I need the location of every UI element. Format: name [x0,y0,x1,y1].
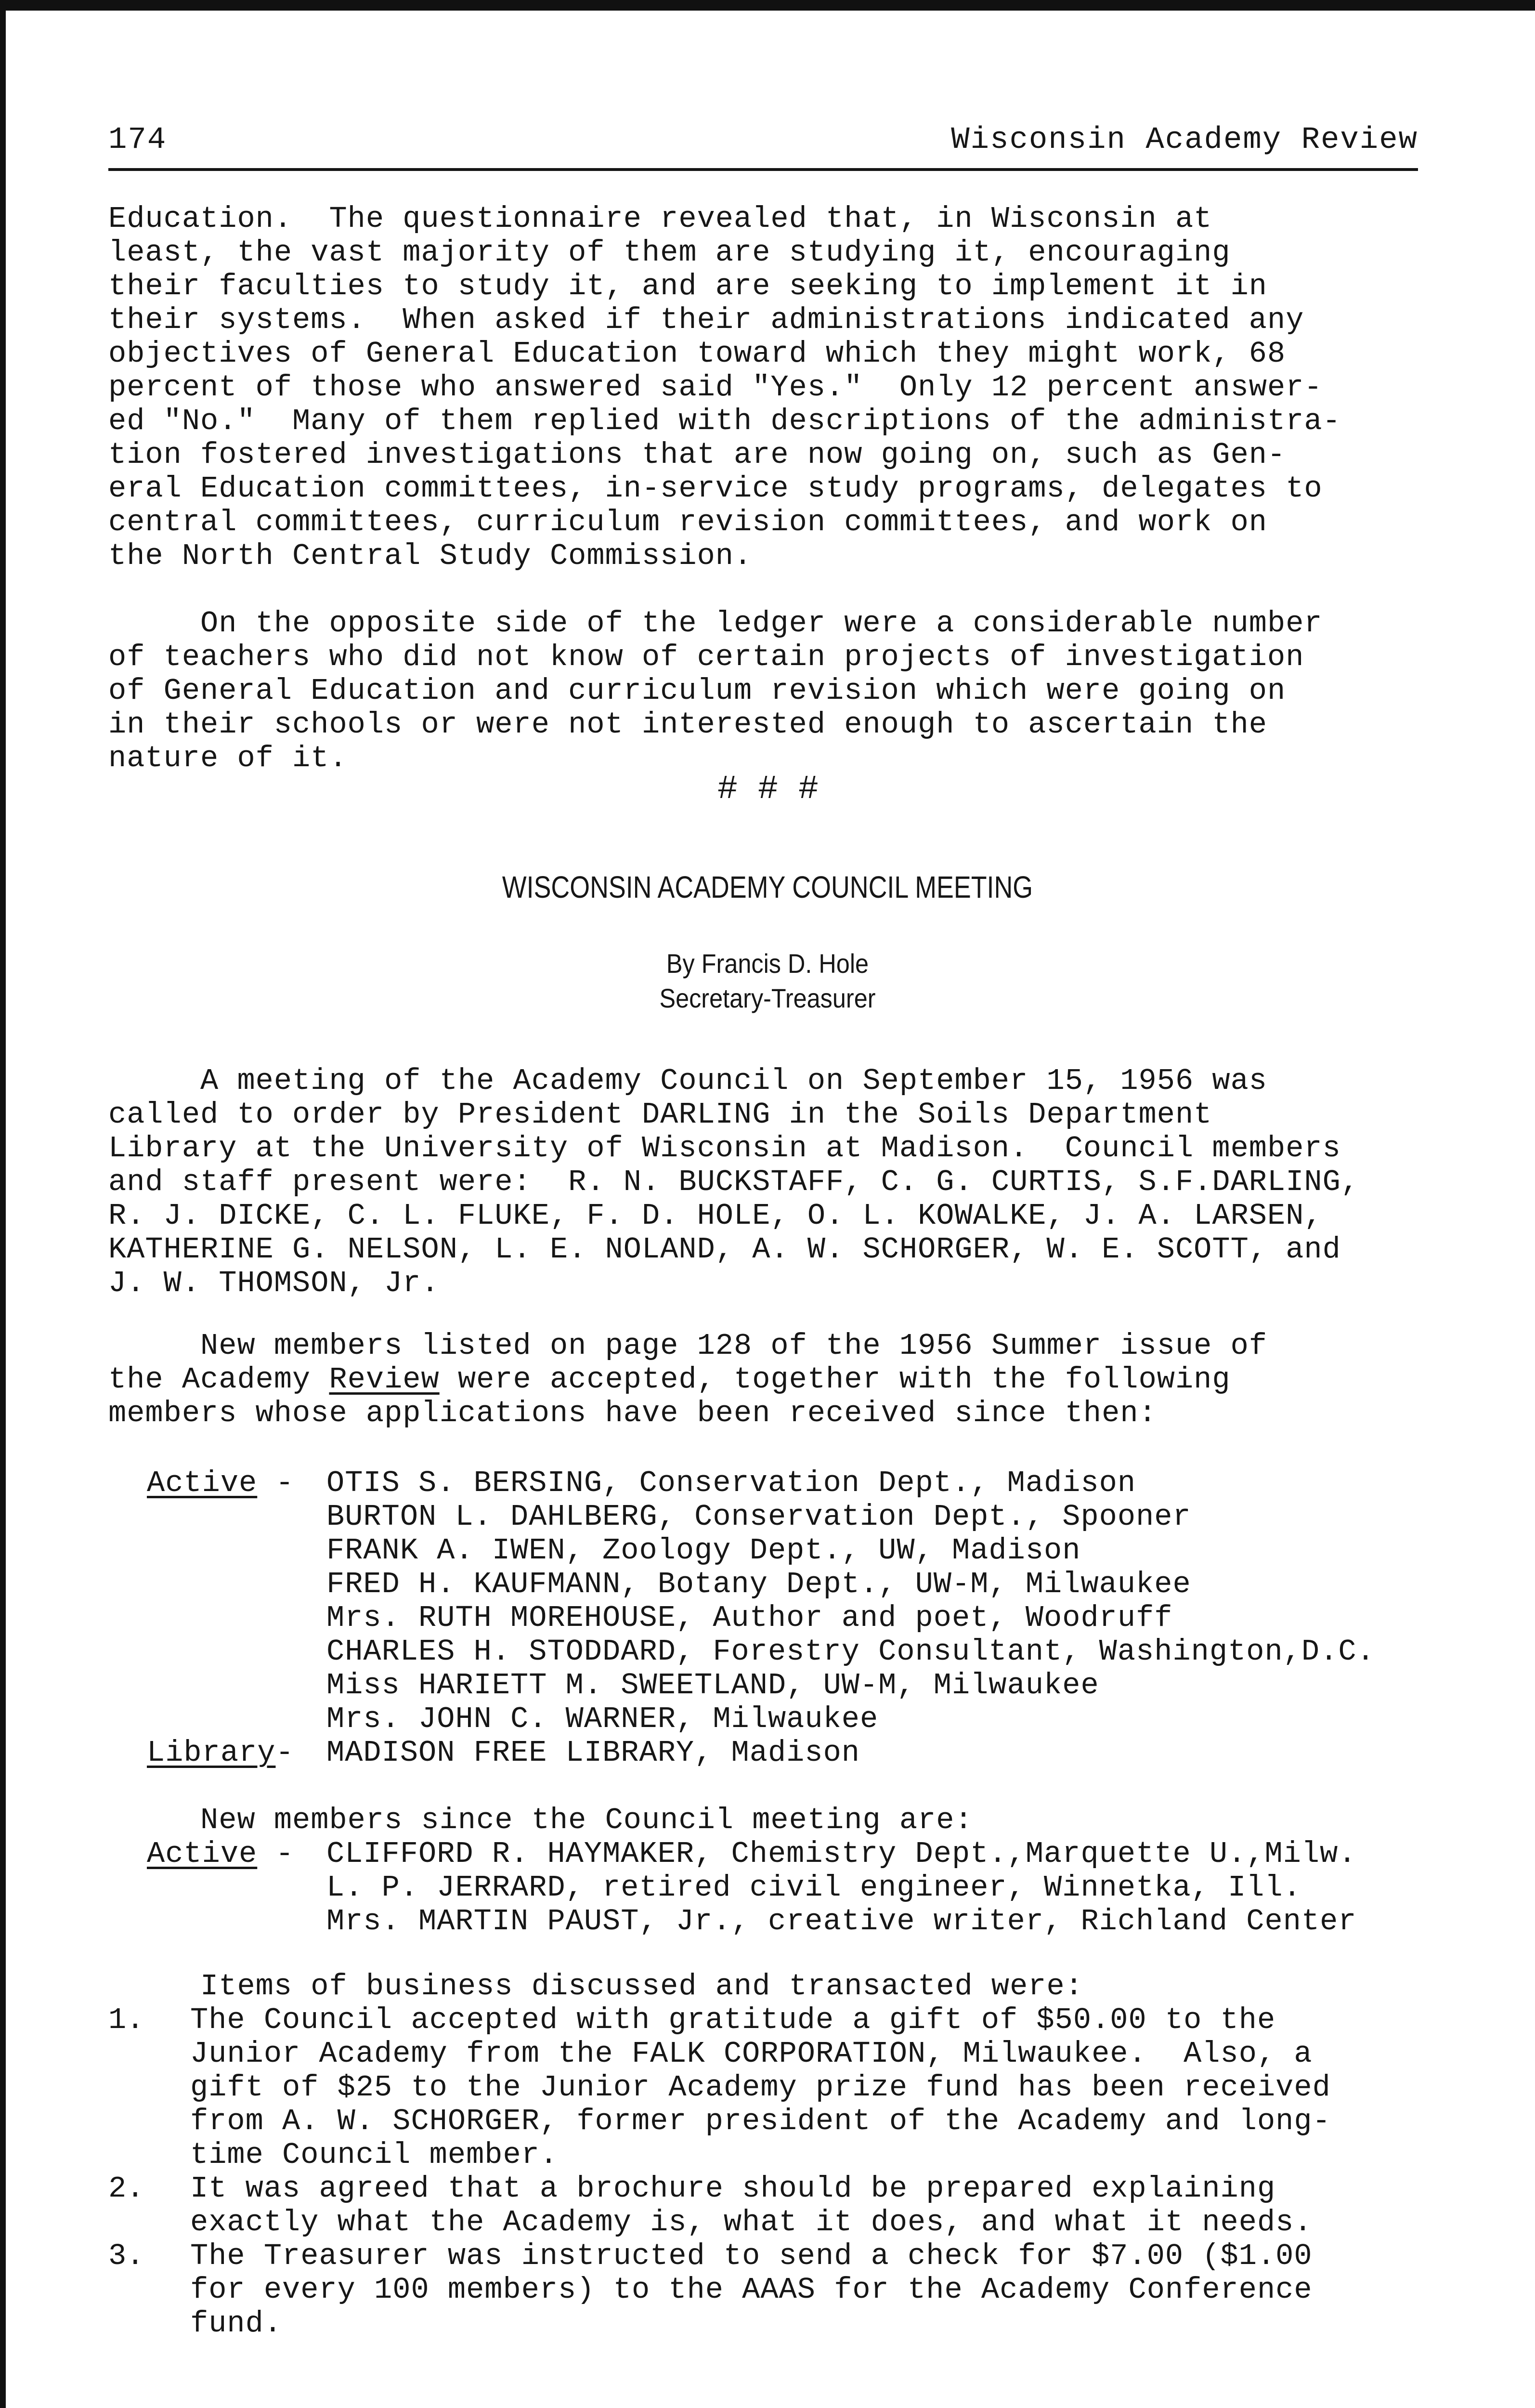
active-dash: - [257,1466,312,1500]
page-header [108,123,1418,166]
library-dash: - [275,1736,312,1770]
new-members-line-3: members whose applications have been received since then: [108,1396,1157,1430]
second-paragraph: On the opposite side of the ledger were a considerable number of teachers who did not know of certain projects of investigation of General Education and curriculum revision which were going on in their schools or were not interested enough to ascertain the nature of it. [108,606,1323,775]
article-title: WISCONSIN ACADEMY COUNCIL MEETING [502,870,1033,904]
item-number: 1. [108,2003,144,2037]
active-members-label-2 [147,1837,312,1871]
items-intro: Items of business discussed and transacted were: [108,1969,1083,2003]
header-rule [108,168,1418,171]
library-member-label [147,1736,312,1770]
meeting-paragraph: A meeting of the Academy Council on September 15, 1956 was called to order by President DARLING in the Soils Department Library at the University of Wisconsin at Madison. Council members and staff present were: R. N. BUCKSTAFF, C. G. CURTIS, S.F.DARLING, R. J. DICKE, C. L. FLUKE, F. D. HOLE, O. L. KOWALKE, J. A. LARSEN, KATHERINE G. NELSON, L. E. NOLAND, A. W. SCHORGER, W. E. SCOTT, and J. W. THOMSON, Jr. [108,1064,1360,1300]
item-number: 3. [108,2239,144,2273]
library-member: MADISON FREE LIBRARY, Madison [326,1736,860,1770]
business-item: It was agreed that a brochure should be prepared explaining exactly what the Academy is, what it does, and what it needs. [190,2172,1313,2239]
article-byline [77,946,1458,1016]
business-item: The Council accepted with gratitude a gift of $50.00 to the Junior Academy from the FALK CORPORATION, Milwaukee. Also, a gift of $25 to the Junior Academy prize fund has been received from A. W. SCHORGER, former president of the Academy and long- time Council member. [190,2003,1331,2172]
author-name: By Francis D. Hole [666,948,869,979]
page-number: 174 [108,123,167,157]
journal-title: Wisconsin Academy Review [951,123,1418,157]
new-members-line-1: New members listed on page 128 of the 1956 Summer issue of [108,1329,1267,1363]
library-label: Library [147,1736,276,1770]
active-dash-2: - [257,1837,312,1871]
since-council-line: New members since the Council meeting are: [108,1803,973,1837]
business-item: The Treasurer was instructed to send a check for $7.00 ($1.00 for every 100 members) to the AAAS for the Academy Conference fund. [190,2239,1313,2341]
new-members-line-2a: the Academy [108,1362,329,1397]
active-label-2: Active [147,1837,258,1871]
active-members-list: OTIS S. BERSING, Conservation Dept., Madison BURTON L. DAHLBERG, Conservation Dept., Spooner FRANK A. IWEN, Zoology Dept., UW, Madison FRED H. KAUFMANN, Botany Dept., UW-M, Milwaukee Mrs. RUTH MOREHOUSE, Author and poet, Woodruff CHARLES H. STODDARD, Forestry Consultant, Washington,D.C. Miss HARIETT M. SWEETLAND, UW-M, Milwaukee Mrs. JOHN C. WARNER, Milwaukee [326,1466,1375,1736]
active-label: Active [147,1466,258,1500]
review-underlined: Review [329,1362,440,1397]
new-members-line-2b: were accepted, together with the following [439,1362,1231,1397]
intro-paragraph: Education. The questionnaire revealed that, in Wisconsin at least, the vast majority of them are studying it, encouraging their faculties to study it, and are seeking to implement it in their systems. When asked if their administrations indicated any objectives of General Education toward which they might work, 68 percent of those who answered said "Yes." Only 12 percent answer- ed "No." Many of them replied with descriptions of the administra- tion fostered investigations that are now going on, such as Gen- eral Education committees, in-service study programs, delegates to central committees, curriculum revision committees, and work on the North Central Study Commission. [108,202,1341,573]
scan-border-top [0,0,1535,11]
author-role: Secretary-Treasurer [659,983,876,1013]
section-separator: # # # [717,771,819,809]
scan-border-left [0,0,6,2408]
active-members-list-2: CLIFFORD R. HAYMAKER, Chemistry Dept.,Marquette U.,Milw. L. P. JERRARD, retired civil engineer, Winnetka, Ill. Mrs. MARTIN PAUST, Jr., creative writer, Richland Center [326,1837,1357,1938]
item-number: 2. [108,2172,144,2206]
new-members-paragraph [108,1329,1267,1430]
active-members-label [147,1466,312,1500]
